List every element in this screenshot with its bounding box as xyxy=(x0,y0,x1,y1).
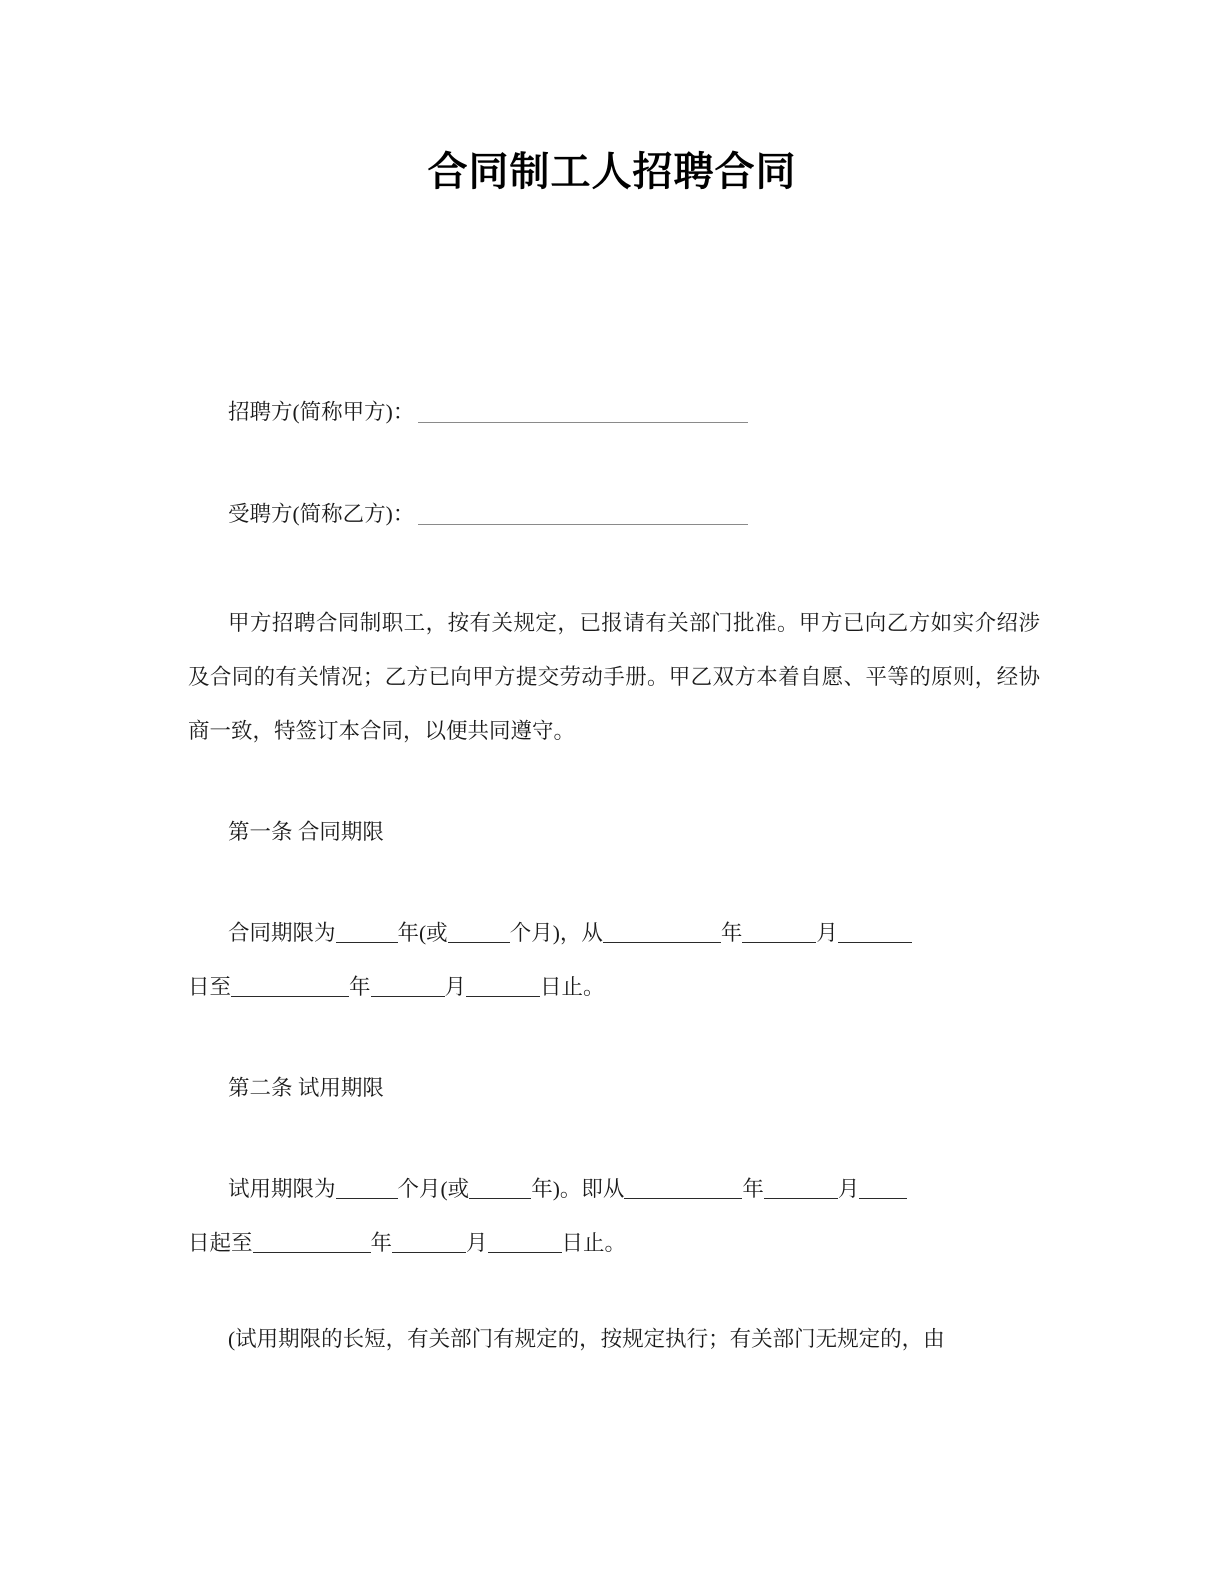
clause-1-text-g: 年 xyxy=(349,975,371,999)
clause-2-text-g: 年 xyxy=(370,1231,393,1255)
clause-2-blank-start-year[interactable] xyxy=(624,1198,742,1199)
clause-2-line-2 xyxy=(188,1216,1040,1270)
clause-1-text-b: 年(或 xyxy=(397,921,448,945)
clause-1-blank-start-year[interactable] xyxy=(603,942,721,943)
spacer xyxy=(188,534,1040,596)
clause-2-text-c: 年)。即从 xyxy=(531,1177,625,1201)
party-label-yifang: 受聘方(简称乙方)： xyxy=(228,502,415,526)
document-body xyxy=(188,392,1040,1366)
clause-2-blank-start-day[interactable] xyxy=(859,1198,907,1199)
clause-2-text-d: 年 xyxy=(742,1177,764,1201)
clause-2-text-h: 月 xyxy=(466,1231,488,1255)
clause-1-text-h: 月 xyxy=(444,975,467,999)
clause-1-blank-months[interactable] xyxy=(448,942,510,943)
clause-2-text-a: 试用期限为 xyxy=(228,1177,336,1201)
clause-1-text-c: 个月)，从 xyxy=(509,921,603,945)
clause-2-note: (试用期限的长短，有关部门有规定的，按规定执行；有关部门无规定的，由 xyxy=(228,1327,945,1351)
clause-2-text-b: 个月(或 xyxy=(397,1177,470,1201)
clause-1-blank-end-month[interactable] xyxy=(371,996,445,997)
party-blank-yifang[interactable] xyxy=(418,524,748,525)
clause-1-text-d: 年 xyxy=(720,921,743,945)
clause-1-text-e: 月 xyxy=(816,921,838,945)
spacer xyxy=(188,1014,1040,1068)
party-field-yifang xyxy=(188,494,1040,534)
spacer xyxy=(188,758,1040,812)
party-field-jiafang xyxy=(188,392,1040,432)
clause-1-heading: 第一条 合同期限 xyxy=(228,820,384,844)
clause-1-text-i: 日止。 xyxy=(540,975,605,999)
clause-1-text-f: 日至 xyxy=(188,975,232,999)
clause-1-blank-start-month[interactable] xyxy=(742,942,816,943)
clause-1-blank-end-year[interactable] xyxy=(231,996,349,997)
clause-2-line-1 xyxy=(188,1162,1040,1216)
clause-2-text-e: 月 xyxy=(837,1177,860,1201)
spacer xyxy=(188,432,1040,494)
spacer xyxy=(188,1108,1040,1162)
clause-1-blank-years[interactable] xyxy=(336,942,398,943)
clause-1-blank-end-day[interactable] xyxy=(466,996,540,997)
clause-2-blank-months[interactable] xyxy=(336,1198,398,1199)
clause-2-blank-end-month[interactable] xyxy=(392,1252,466,1253)
clause-1-text-a: 合同期限为 xyxy=(228,921,336,945)
spacer xyxy=(188,1270,1040,1312)
clause-1-blank-start-day[interactable] xyxy=(838,942,912,943)
clause-2-blank-end-year[interactable] xyxy=(253,1252,371,1253)
clause-2-blank-years[interactable] xyxy=(469,1198,531,1199)
spacer xyxy=(188,852,1040,906)
preamble-paragraph: 甲方招聘合同制职工，按有关规定，已报请有关部门批准。甲方已向乙方如实介绍涉及合同的有关情况；乙方已向甲方提交劳动手册。甲乙双方本着自愿、平等的原则，经协商一致，特签订本合同，以便共同遵守。 xyxy=(188,611,1040,743)
party-label-jiafang: 招聘方(简称甲方)： xyxy=(228,400,415,424)
clause-1-line-1 xyxy=(188,906,1040,960)
clause-2-blank-start-month[interactable] xyxy=(764,1198,838,1199)
clause-2-blank-end-day[interactable] xyxy=(488,1252,562,1253)
clause-2-heading: 第二条 试用期限 xyxy=(228,1076,384,1100)
clause-2-text-i: 日止。 xyxy=(561,1231,627,1255)
party-blank-jiafang[interactable] xyxy=(418,422,748,423)
clause-1-line-2 xyxy=(188,960,1040,1014)
page-title: 合同制工人招聘合同 xyxy=(427,150,797,194)
clause-2-text-f: 日起至 xyxy=(188,1231,253,1255)
